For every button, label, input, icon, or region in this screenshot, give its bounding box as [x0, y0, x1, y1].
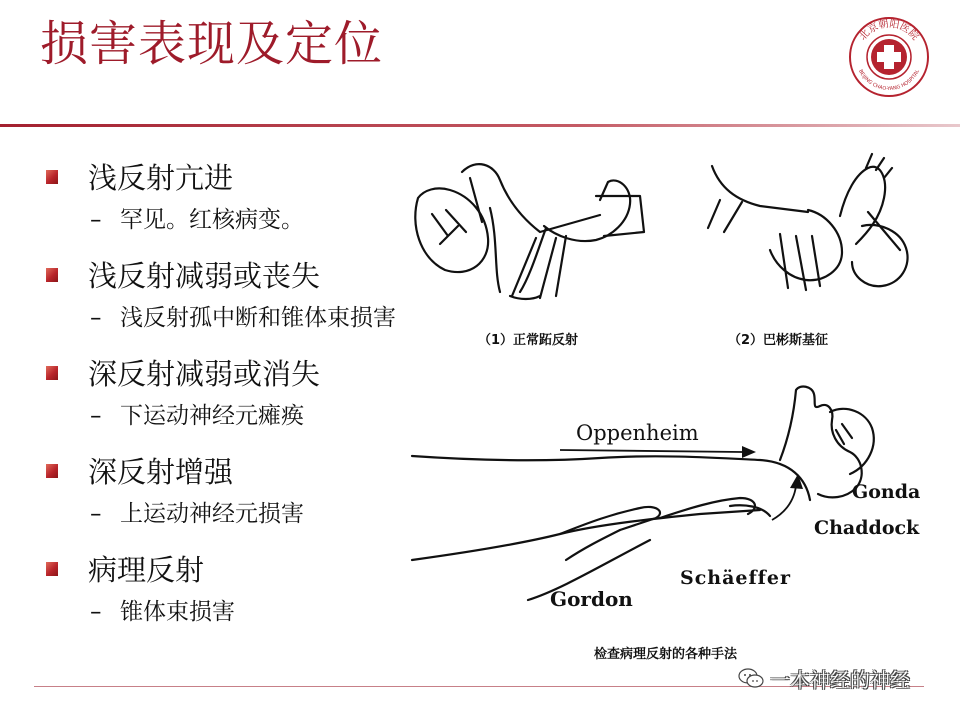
pathological-reflex-illustration — [412, 387, 874, 600]
page-title: 损害表现及定位 — [40, 16, 384, 72]
label-gonda: Gonda — [852, 481, 921, 503]
sub-bullet-label: 下运动神经元瘫痪 — [120, 403, 304, 429]
arrowhead-icon — [790, 474, 803, 489]
oppenheim-arrow — [560, 450, 742, 452]
label-oppenheim: Oppenheim — [576, 421, 699, 445]
wechat-icon — [738, 667, 764, 689]
sub-bullet-label: 锥体束损害 — [120, 599, 235, 625]
bullet-label: 病理反射 — [88, 553, 205, 587]
sub-bullet-label: 罕见。红核病变。 — [120, 207, 304, 233]
logo-text-en: BEIJING CHAO-YANG HOSPITAL — [857, 68, 921, 93]
normal-plantar-illustration — [415, 164, 644, 299]
sub-bullet-label: 浅反射孤中断和锥体束损害 — [120, 305, 396, 331]
bullet-label: 浅反射减弱或丧失 — [88, 259, 321, 293]
sub-bullet-label: 上运动神经元损害 — [120, 501, 304, 527]
arrowhead-icon — [742, 446, 756, 458]
babinski-sign-illustration — [708, 154, 908, 290]
bullet-label: 深反射增强 — [88, 455, 234, 489]
bullet-label: 深反射减弱或消失 — [88, 357, 321, 391]
dash-marker: – — [90, 403, 102, 429]
schaeffer-arrow — [772, 486, 796, 520]
caption-normal-plantar: （1）正常跖反射 — [478, 333, 579, 348]
watermark-text: 一本神经的神经 — [770, 667, 910, 692]
logo-text-cn: 北京朝阳医院 — [857, 18, 921, 43]
label-schaeffer: Schäeffer — [680, 567, 791, 589]
caption-babinski: （2）巴彬斯基征 — [728, 333, 829, 348]
watermark — [738, 666, 910, 690]
label-gordon: Gordon — [550, 587, 633, 611]
dash-marker: – — [90, 305, 102, 331]
dash-marker: – — [90, 599, 102, 625]
caption-main: 检查病理反射的各种手法 — [594, 647, 738, 662]
bullet-label: 浅反射亢进 — [88, 161, 234, 195]
dash-marker: – — [90, 207, 102, 233]
label-chaddock: Chaddock — [814, 517, 920, 539]
dash-marker: – — [90, 501, 102, 527]
